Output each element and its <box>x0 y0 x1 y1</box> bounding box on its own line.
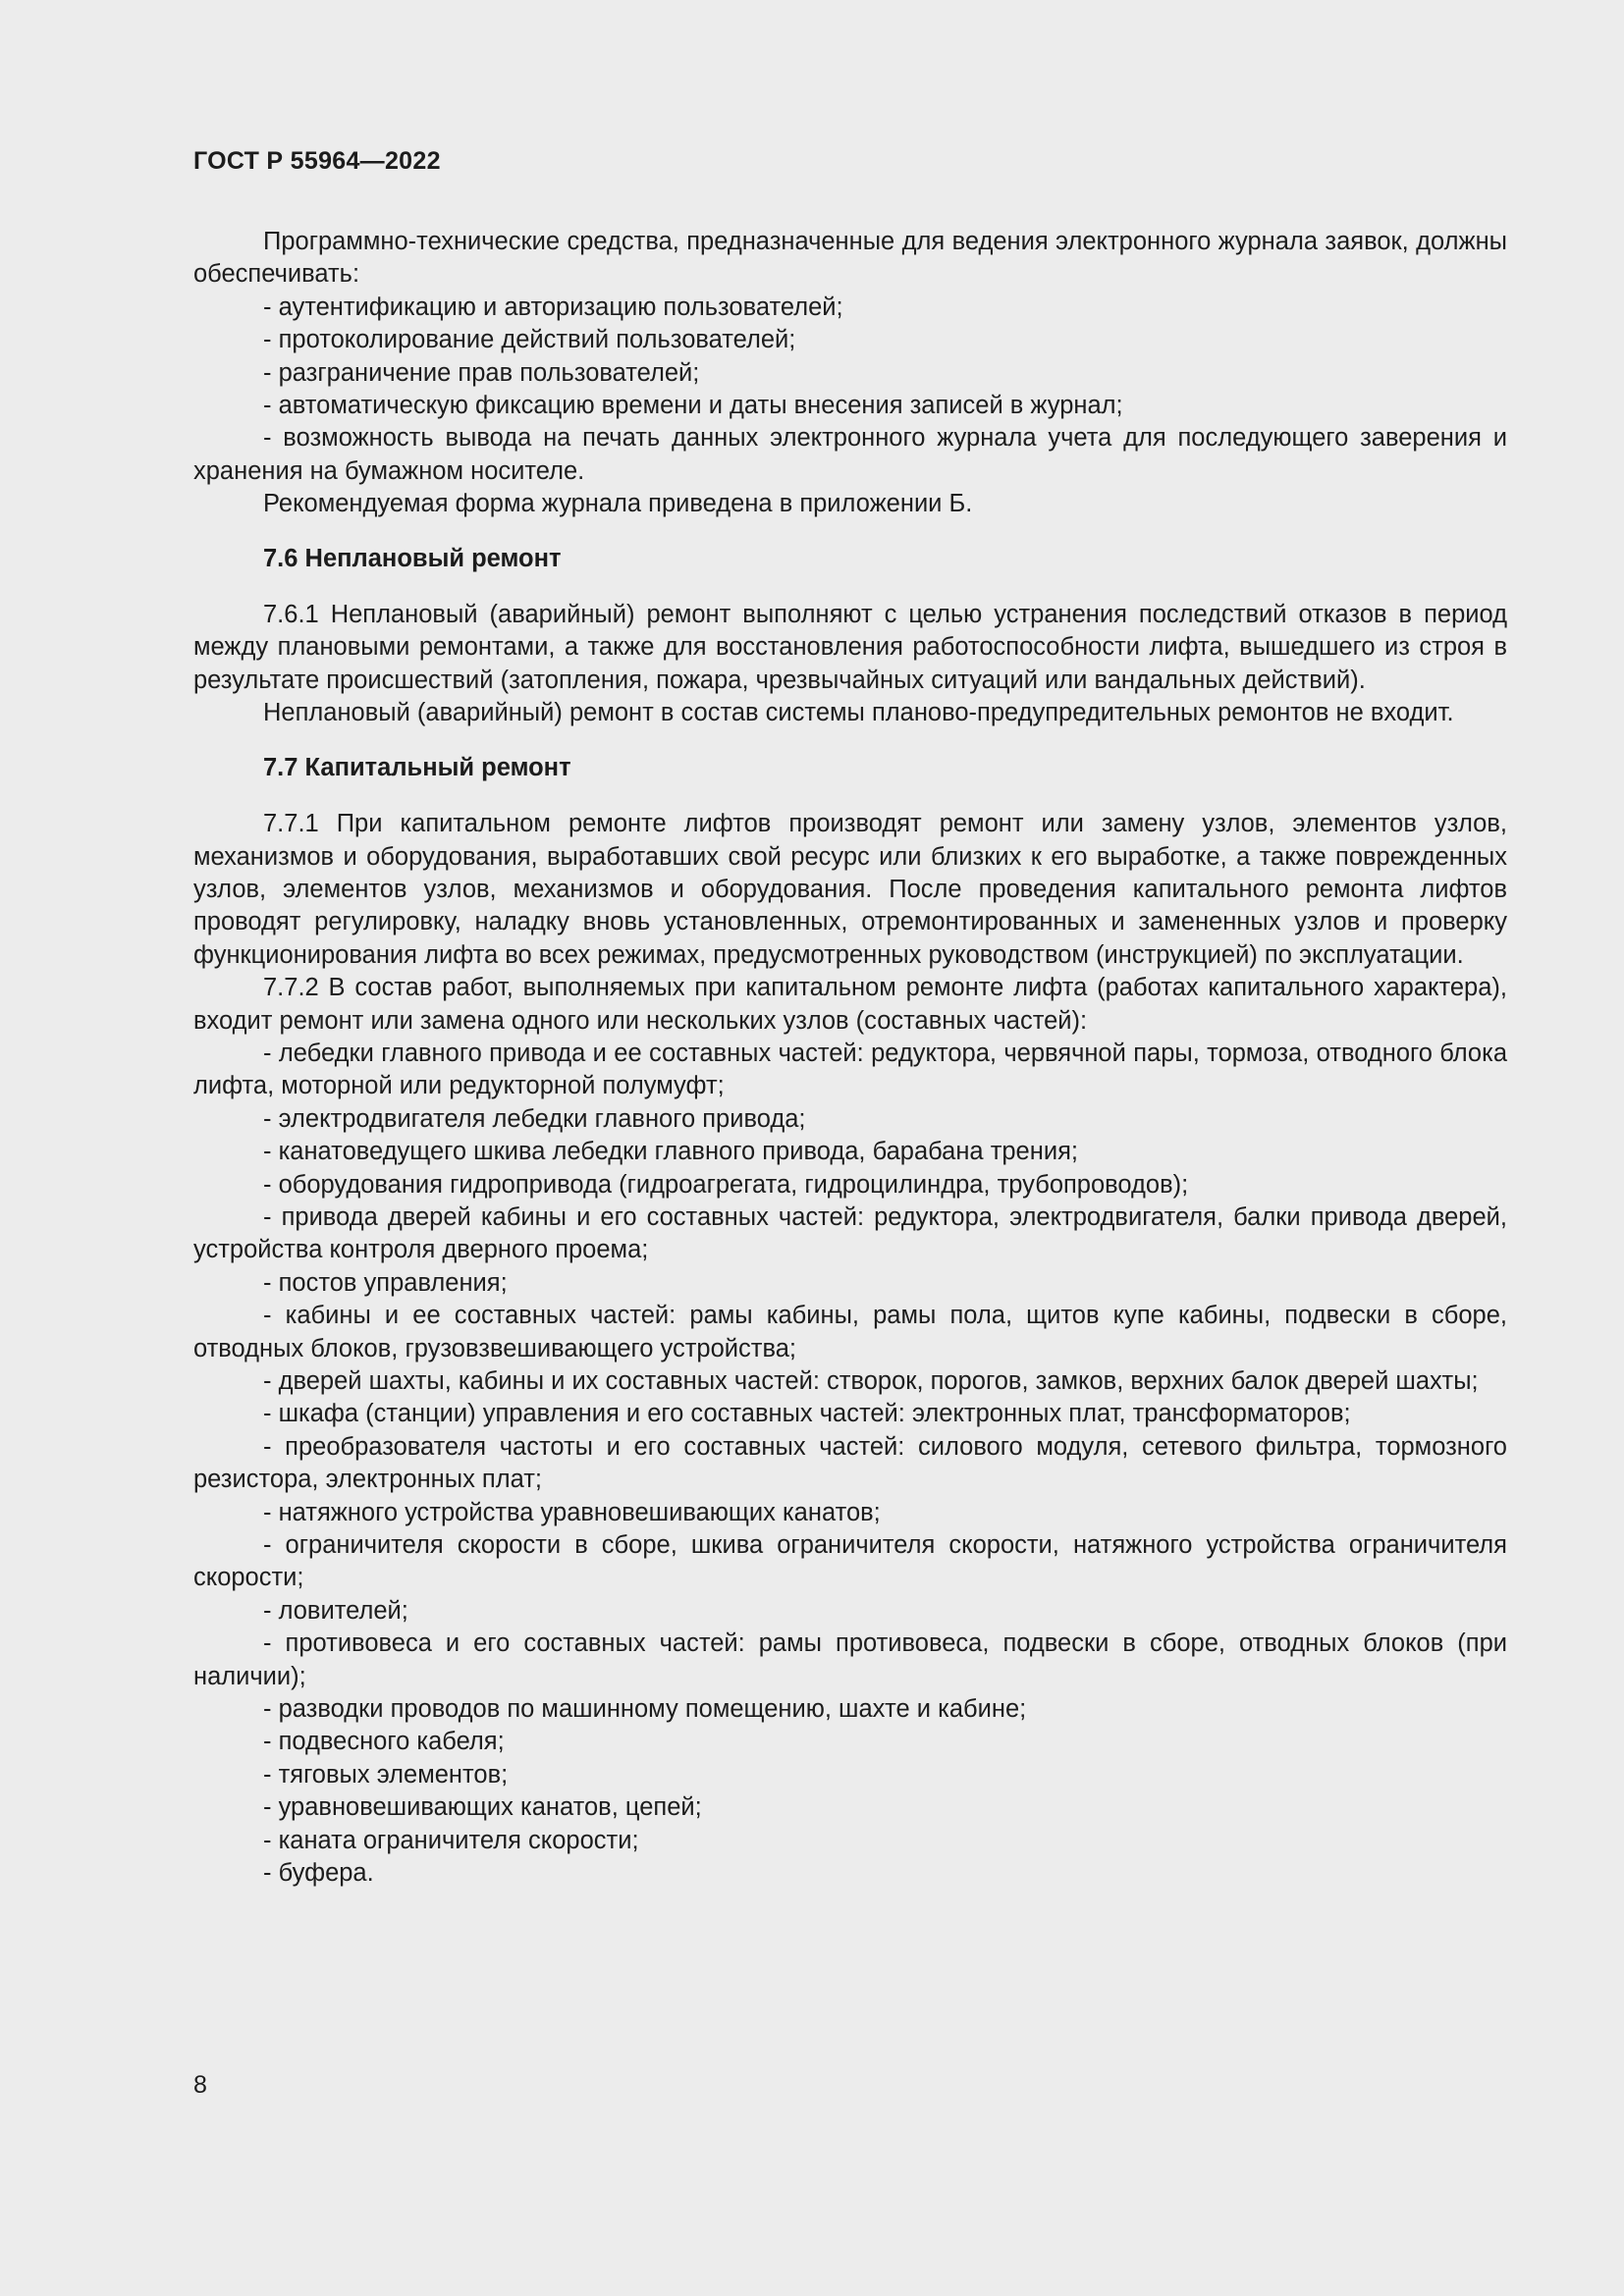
list-item: - противовеса и его составных частей: рамы противовеса, подвески в сборе, отводных блоков (при наличии); <box>193 1629 1507 1690</box>
section-heading: 7.7 Капитальный ремонт <box>263 753 571 781</box>
list-item: - натяжного устройства уравновешивающих канатов; <box>263 1498 881 1526</box>
page-number: 8 <box>193 2071 207 2099</box>
list-item: - канатоведущего шкива лебедки главного привода, барабана трения; <box>263 1138 1078 1166</box>
paragraph: Рекомендуемая форма журнала приведена в приложении Б. <box>263 490 973 518</box>
paragraph: Программно-технические средства, предназначенные для ведения электронного журнала заявок, должны обеспечивать: <box>193 228 1507 289</box>
list-item: - шкафа (станции) управления и его составных частей: электронных плат, трансформаторов; <box>263 1400 1351 1428</box>
paragraph: 7.7.2 В состав работ, выполняемых при капитальном ремонте лифта (работах капитального характера), входит ремонт или замена одного или нескольких узлов (составных частей): <box>193 974 1507 1035</box>
paragraph: 7.6.1 Неплановый (аварийный) ремонт выполняют с целью устранения последствий отказов в период между плановыми ремонтами, а также для восстановления работоспособности лифта, вышедшего из строя в результате происшествий (затопления, пожара, чрезвычайных ситуаций или вандальных действий). <box>193 601 1507 694</box>
list-item: - разводки проводов по машинному помещению, шахте и кабине; <box>263 1695 1027 1724</box>
document-body <box>193 226 1507 1891</box>
paragraph: Неплановый (аварийный) ремонт в состав системы планово-предупредительных ремонтов не входит. <box>263 699 1454 727</box>
list-item: - автоматическую фиксацию времени и даты внесения записей в журнал; <box>263 392 1123 420</box>
list-item: - тяговых элементов; <box>263 1760 509 1789</box>
list-item: - разграничение прав пользователей; <box>263 358 700 387</box>
list-item: - лебедки главного привода и ее составных частей: редуктора, червячной пары, тормоза, отводного блока лифта, моторной или редукторной полумуфт; <box>193 1039 1507 1100</box>
paragraph: 7.7.1 При капитальном ремонте лифтов производят ремонт или замену узлов, элементов узлов, механизмов и оборудования, выработавших свой ресурс или близких к его выработке, а также поврежденных узлов, элементов узлов, механизмов и оборудования. После проведения капитального ремонта лифтов проводят регулировку, наладку вновь установленных, отремонтированных и замененных узлов и проверку функционирования лифта во всех режимах, предусмотренных руководством (инструкцией) по эксплуатации. <box>193 810 1507 969</box>
list-item: - ловителей; <box>263 1596 408 1625</box>
list-item: - буфера. <box>263 1859 374 1888</box>
list-item: - каната ограничителя скорости; <box>263 1826 639 1854</box>
list-item: - аутентификацию и авторизацию пользователей; <box>263 293 843 321</box>
list-item: - ограничителя скорости в сборе, шкива ограничителя скорости, натяжного устройства ограничителя скорости; <box>193 1531 1507 1592</box>
list-item: - электродвигателя лебедки главного привода; <box>263 1104 806 1133</box>
list-item: - протоколирование действий пользователей; <box>263 326 796 354</box>
section-heading: 7.6 Неплановый ремонт <box>263 544 562 572</box>
list-item: - подвесного кабеля; <box>263 1728 505 1756</box>
list-item: - возможность вывода на печать данных электронного журнала учета для последующего заверения и хранения на бумажном носителе. <box>193 424 1507 485</box>
list-item: - преобразователя частоты и его составных частей: силового модуля, сетевого фильтра, тормозного резистора, электронных плат; <box>193 1432 1507 1494</box>
list-item: - дверей шахты, кабины и их составных частей: створок, порогов, замков, верхних балок дверей шахты; <box>263 1367 1479 1395</box>
list-item: - оборудования гидропривода (гидроагрегата, гидроцилиндра, трубопроводов); <box>263 1170 1189 1199</box>
standard-header: ГОСТ Р 55964—2022 <box>193 147 441 175</box>
list-item: - кабины и ее составных частей: рамы кабины, рамы пола, щитов купе кабины, подвески в сборе, отводных блоков, грузовзвешивающего устройства; <box>193 1302 1507 1362</box>
list-item: - постов управления; <box>263 1268 508 1297</box>
list-item: - привода дверей кабины и его составных частей: редуктора, электродвигателя, балки привода дверей, устройства контроля дверного проема; <box>193 1202 1507 1264</box>
list-item: - уравновешивающих канатов, цепей; <box>263 1793 702 1822</box>
